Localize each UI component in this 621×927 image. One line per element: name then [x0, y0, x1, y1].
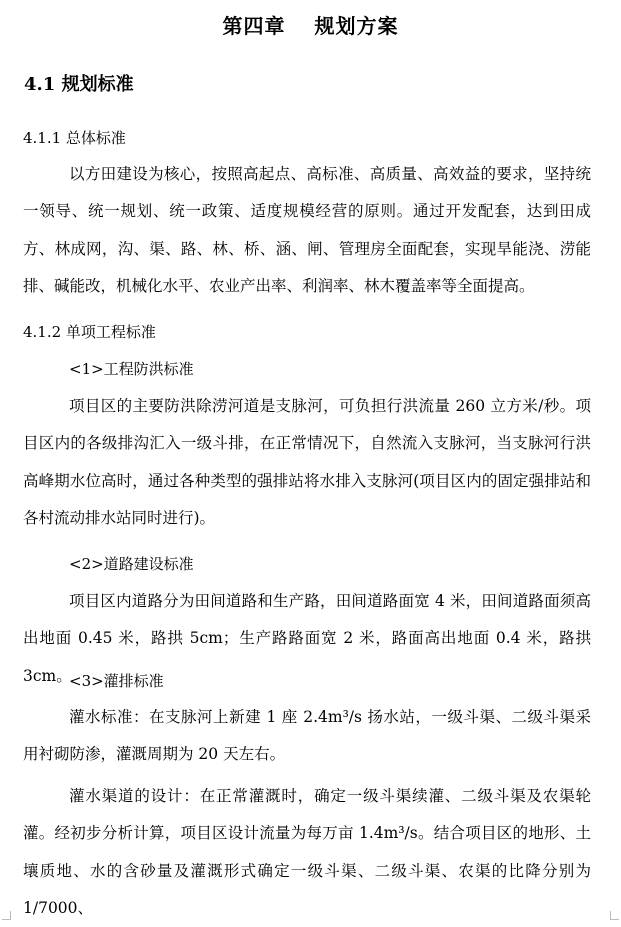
section-title: 4.1 规划标准 [24, 74, 134, 95]
item-title-road: <2>道路建设标准 [69, 555, 194, 573]
page-corner-mark-left [2, 911, 11, 920]
item-title-flood: <1>工程防洪标准 [69, 360, 194, 378]
paragraph-canal: 灌水渠道的设计：在正常灌溉时，确定一级斗渠续灌、二级斗渠及农渠轮灌。经初步分析计算，项目区设计流量为每万亩 1.4m³/s。结合项目区的地形、土壤质地、水的含砂量及灌溉形式确定一级斗渠、二级斗渠、农渠的比降分别为 1/7000、 [23, 787, 591, 917]
paragraph-road: 项目区内道路分为田间道路和生产路，田间道路面宽 4 米，田间道路面须高出地面 0.45 米，路拱 5cm；生产路路面宽 2 米，路面高出地面 0.4 米，路拱 3cm。 [23, 592, 591, 685]
page-corner-mark-right [610, 911, 619, 920]
item-title-irrigation: <3>灌排标准 [69, 672, 164, 690]
paragraph-flood: 项目区的主要防洪除涝河道是支脉河，可负担行洪流量 260 立方米/秒。项目区内的各级排沟汇入一级斗排，在正常情况下，自然流入支脉河，当支脉河行洪高峰期水位高时，通过各种类型的强排站将水排入支脉河(项目区内的固定强排站和各村流动排水站同时进行)。 [23, 397, 591, 527]
subsection-title-single: 4.1.2 单项工程标准 [23, 323, 156, 341]
paragraph-overall: 以方田建设为核心，按照高起点、高标准、高质量、高效益的要求，坚持统一领导、统一规划、统一政策、适度规模经营的原则。通过开发配套，达到田成方、林成网，沟、渠、路、林、桥、涵、闸、管理房全面配套，实现旱能浇、涝能排、碱能改，机械化水平、农业产出率、利润率、林木覆盖率等全面提高。 [23, 165, 591, 295]
paragraph-irrigation: 灌水标准：在支脉河上新建 1 座 2.4m³/s 扬水站，一级斗渠、二级斗渠采用衬砌防渗，灌溉周期为 20 天左右。 [23, 708, 591, 764]
chapter-title: 第四章 规划方案 [222, 14, 399, 38]
subsection-title-overall: 4.1.1 总体标准 [23, 129, 126, 147]
